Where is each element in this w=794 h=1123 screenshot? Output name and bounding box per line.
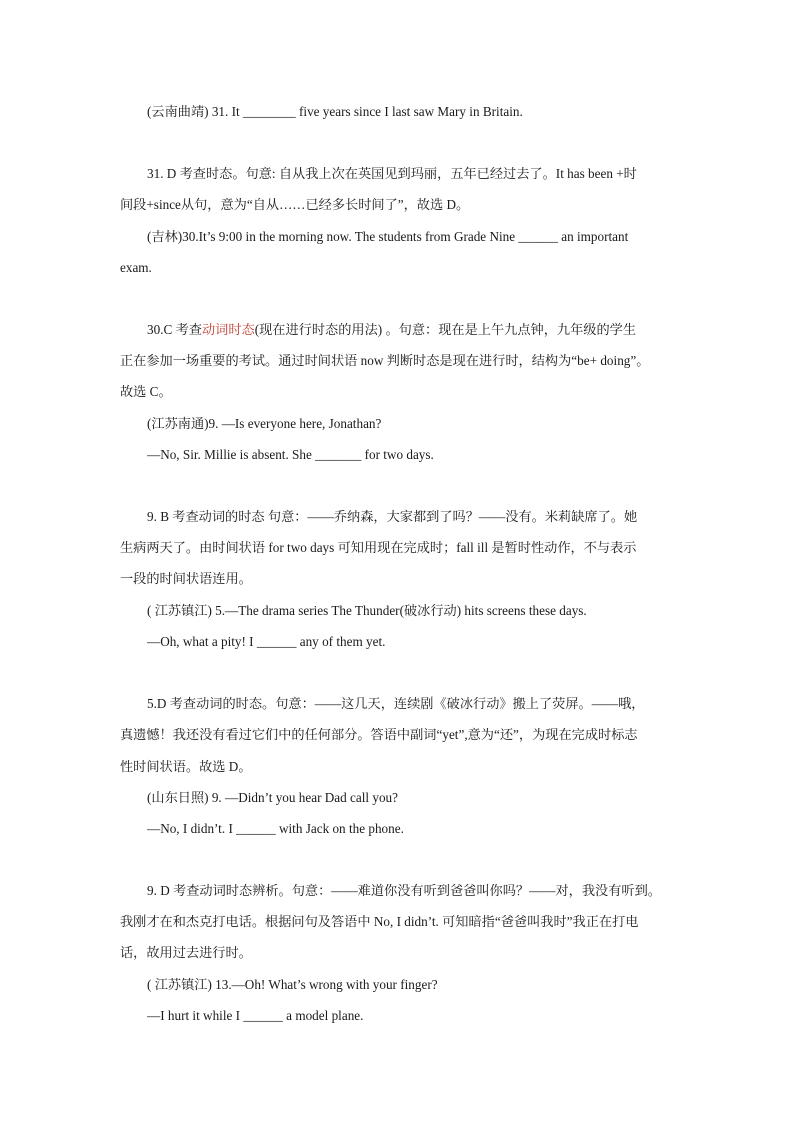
answer-5-line-1: 5.D 考查动词的时态。句意：——这几天，连续剧《破冰行动》搬上了荧屏。——哦，: [147, 696, 645, 711]
question-30-stem-cont: exam.: [120, 260, 152, 275]
answer-5-line-3: 性时间状语。故选 D。: [120, 759, 252, 774]
answer-30-highlight: 动词时态: [201, 322, 255, 337]
answer-30-line-2: 正在参加一场重要的考试。通过时间状语 now 判断时态是现在进行时，结构为“be+ doing”。: [120, 353, 650, 368]
answer-9b-line-2: 我刚才在和杰克打电话。根据问句及答语中 No, I didn’t. 可知暗指“爸爸叫我时”我正在打电: [120, 914, 639, 929]
answer-9a-line-2: 生病两天了。由时间状语 for two days 可知用现在完成时；fall ill 是暂时性动作，不与表示: [120, 540, 637, 555]
question-13-stem-2: —I hurt it while I ______ a model plane.: [147, 1008, 364, 1023]
question-9a-stem-2: —No, Sir. Millie is absent. She _______ for two days.: [147, 447, 434, 462]
question-9a-stem: (江苏南通)9. —Is everyone here, Jonathan?: [147, 416, 382, 431]
question-5-stem: ( 江苏镇江) 5.—The drama series The Thunder(破冰行动) hits screens these days.: [147, 603, 587, 618]
question-5-stem-2: —Oh, what a pity! I ______ any of them yet.: [147, 634, 386, 649]
answer-9b-line-1: 9. D 考查动词时态辨析。句意：——难道你没有听到爸爸叫你吗？——对，我没有听到。: [147, 883, 661, 898]
answer-30-rest: (现在进行时态的用法) 。句意：现在是上午九点钟，九年级的学生: [254, 322, 637, 337]
question-30-stem: (吉林)30.It’s 9:00 in the morning now. The students from Grade Nine ______ an important: [147, 229, 629, 244]
answer-9a-line-3: 一段的时间状语连用。: [120, 571, 252, 586]
answer-9a-line-1: 9. B 考查动词的时态 句意：——乔纳森，大家都到了吗？——没有。米莉缺席了。她: [147, 509, 638, 524]
answer-31-line-1: 31. D 考查时态。句意: 自从我上次在英国见到玛丽，五年已经过去了。It has been +时: [147, 166, 637, 181]
question-9b-stem: (山东日照) 9. —Didn’t you hear Dad call you?: [147, 790, 398, 805]
answer-5-line-2: 真遗憾！我还没有看过它们中的任何部分。答语中副词“yet”,意为“还”，为现在完成时标志: [120, 727, 638, 742]
question-31-stem: (云南曲靖) 31. It ________ five years since I last saw Mary in Britain.: [147, 104, 523, 119]
answer-31-line-2: 间段+since从句，意为“自从……已经多长时间了”，故选 D。: [120, 197, 470, 212]
answer-30-line-1: [147, 320, 680, 340]
answer-9b-line-3: 话，故用过去进行时。: [120, 945, 252, 960]
question-9b-stem-2: —No, I didn’t. I ______ with Jack on the phone.: [147, 821, 404, 836]
answer-30-line-3: 故选 C。: [120, 384, 172, 399]
question-13-stem: ( 江苏镇江) 13.—Oh! What’s wrong with your finger?: [147, 977, 438, 992]
answer-30-prefix: 30.C 考查: [147, 322, 202, 337]
